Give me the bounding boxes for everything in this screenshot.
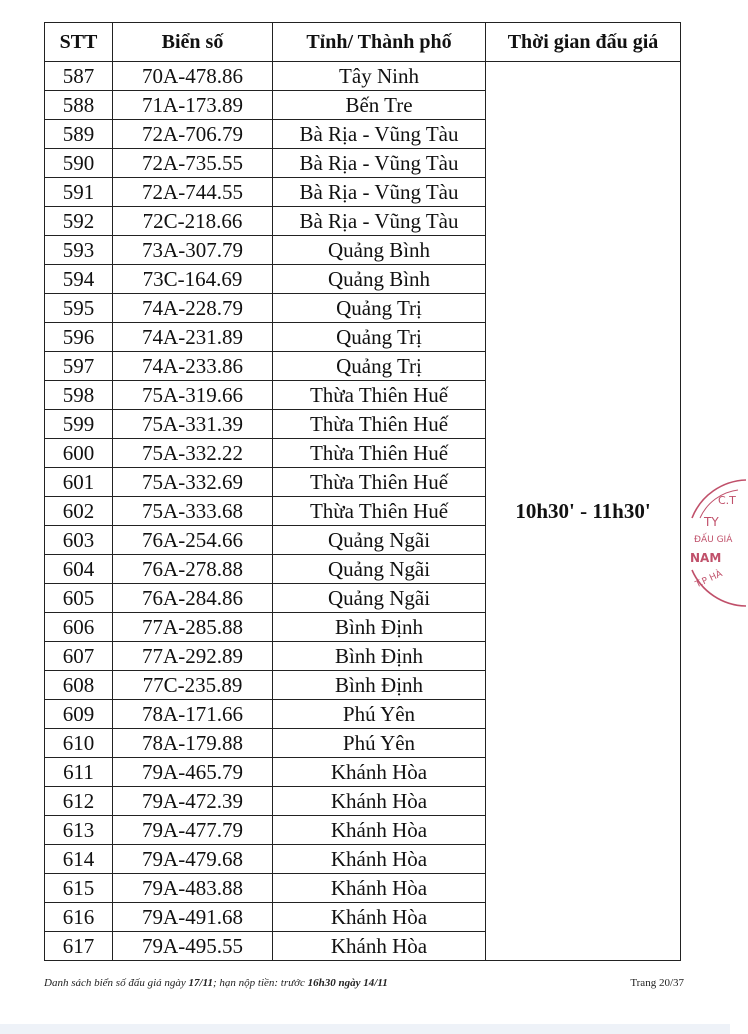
- row-stt: 588: [45, 91, 113, 120]
- row-province: Khánh Hòa: [273, 758, 486, 787]
- row-plate-number: 74A-228.79: [113, 294, 273, 323]
- row-plate-number: 79A-495.55: [113, 932, 273, 961]
- row-province: Khánh Hòa: [273, 787, 486, 816]
- row-plate-number: 77A-292.89: [113, 642, 273, 671]
- row-province: Quảng Trị: [273, 294, 486, 323]
- stamp-text-2: TY: [704, 515, 719, 529]
- row-province: Thừa Thiên Huế: [273, 381, 486, 410]
- row-province: Khánh Hòa: [273, 845, 486, 874]
- row-province: Bình Định: [273, 642, 486, 671]
- row-province: Bà Rịa - Vũng Tàu: [273, 207, 486, 236]
- row-stt: 591: [45, 178, 113, 207]
- row-plate-number: 77A-285.88: [113, 613, 273, 642]
- row-plate-number: 70A-478.86: [113, 62, 273, 91]
- row-stt: 602: [45, 497, 113, 526]
- row-province: Thừa Thiên Huế: [273, 410, 486, 439]
- license-plate-table: [44, 22, 681, 961]
- row-stt: 599: [45, 410, 113, 439]
- row-plate-number: 75A-332.69: [113, 468, 273, 497]
- row-stt: 600: [45, 439, 113, 468]
- row-plate-number: 76A-284.86: [113, 584, 273, 613]
- row-stt: 611: [45, 758, 113, 787]
- row-province: Tây Ninh: [273, 62, 486, 91]
- footer-note: Danh sách biển số đấu giá ngày 17/11; hạn nộp tiền: trước 16h30 ngày 14/11: [44, 977, 388, 989]
- row-plate-number: 78A-179.88: [113, 729, 273, 758]
- auction-time-slot: 10h30' - 11h30': [486, 62, 681, 961]
- row-plate-number: 76A-278.88: [113, 555, 273, 584]
- row-province: Bình Định: [273, 613, 486, 642]
- row-stt: 587: [45, 62, 113, 91]
- stamp-text-5: T.P HÀ: [694, 569, 725, 591]
- header-stt: STT: [45, 23, 113, 62]
- row-stt: 614: [45, 845, 113, 874]
- row-plate-number: 79A-483.88: [113, 874, 273, 903]
- row-stt: 613: [45, 816, 113, 845]
- row-plate-number: 73C-164.69: [113, 265, 273, 294]
- row-province: Khánh Hòa: [273, 903, 486, 932]
- row-province: Phú Yên: [273, 729, 486, 758]
- row-stt: 606: [45, 613, 113, 642]
- row-province: Quảng Trị: [273, 352, 486, 381]
- row-stt: 594: [45, 265, 113, 294]
- row-plate-number: 75A-332.22: [113, 439, 273, 468]
- row-stt: 592: [45, 207, 113, 236]
- row-province: Quảng Bình: [273, 236, 486, 265]
- row-plate-number: 72C-218.66: [113, 207, 273, 236]
- row-plate-number: 74A-233.86: [113, 352, 273, 381]
- row-stt: 609: [45, 700, 113, 729]
- auction-list-sheet: [44, 22, 681, 961]
- table-row: [45, 62, 681, 91]
- row-province: Khánh Hòa: [273, 874, 486, 903]
- row-plate-number: 71A-173.89: [113, 91, 273, 120]
- row-plate-number: 75A-319.66: [113, 381, 273, 410]
- row-province: Quảng Ngãi: [273, 555, 486, 584]
- stamp-text-3: ĐẤU GIÁ: [694, 535, 733, 545]
- stamp-text-4: NAM: [690, 551, 722, 565]
- row-stt: 595: [45, 294, 113, 323]
- row-stt: 601: [45, 468, 113, 497]
- row-province: Bà Rịa - Vũng Tàu: [273, 178, 486, 207]
- row-province: Khánh Hòa: [273, 816, 486, 845]
- row-plate-number: 74A-231.89: [113, 323, 273, 352]
- row-stt: 598: [45, 381, 113, 410]
- row-plate-number: 78A-171.66: [113, 700, 273, 729]
- row-province: Bình Định: [273, 671, 486, 700]
- page-number: Trang 20/37: [630, 977, 684, 989]
- row-plate-number: 79A-479.68: [113, 845, 273, 874]
- row-province: Bà Rịa - Vũng Tàu: [273, 149, 486, 178]
- row-province: Bà Rịa - Vũng Tàu: [273, 120, 486, 149]
- row-stt: 603: [45, 526, 113, 555]
- stamp-text-1: C.T: [718, 494, 736, 507]
- header-province: Tỉnh/ Thành phố: [273, 23, 486, 62]
- row-province: Quảng Bình: [273, 265, 486, 294]
- row-plate-number: 75A-333.68: [113, 497, 273, 526]
- row-province: Bến Tre: [273, 91, 486, 120]
- row-province: Thừa Thiên Huế: [273, 468, 486, 497]
- row-stt: 589: [45, 120, 113, 149]
- row-plate-number: 75A-331.39: [113, 410, 273, 439]
- company-seal-stamp: [688, 478, 748, 608]
- row-province: Thừa Thiên Huế: [273, 439, 486, 468]
- row-plate-number: 79A-472.39: [113, 787, 273, 816]
- row-plate-number: 73A-307.79: [113, 236, 273, 265]
- row-stt: 590: [45, 149, 113, 178]
- row-plate-number: 76A-254.66: [113, 526, 273, 555]
- row-stt: 612: [45, 787, 113, 816]
- row-plate-number: 72A-735.55: [113, 149, 273, 178]
- row-province: Quảng Ngãi: [273, 526, 486, 555]
- row-stt: 593: [45, 236, 113, 265]
- row-stt: 616: [45, 903, 113, 932]
- row-province: Thừa Thiên Huế: [273, 497, 486, 526]
- row-plate-number: 77C-235.89: [113, 671, 273, 700]
- table-body: [45, 62, 681, 961]
- row-stt: 605: [45, 584, 113, 613]
- scan-bottom-edge: [0, 1024, 730, 1034]
- row-province: Phú Yên: [273, 700, 486, 729]
- row-stt: 617: [45, 932, 113, 961]
- row-stt: 610: [45, 729, 113, 758]
- row-stt: 607: [45, 642, 113, 671]
- row-stt: 615: [45, 874, 113, 903]
- row-stt: 608: [45, 671, 113, 700]
- row-plate-number: 79A-491.68: [113, 903, 273, 932]
- row-province: Quảng Ngãi: [273, 584, 486, 613]
- row-plate-number: 72A-744.55: [113, 178, 273, 207]
- row-province: Quảng Trị: [273, 323, 486, 352]
- row-plate-number: 79A-477.79: [113, 816, 273, 845]
- row-stt: 596: [45, 323, 113, 352]
- header-auction-time: Thời gian đấu giá: [486, 23, 681, 62]
- row-plate-number: 79A-465.79: [113, 758, 273, 787]
- row-province: Khánh Hòa: [273, 932, 486, 961]
- row-stt: 604: [45, 555, 113, 584]
- header-plate: Biển số: [113, 23, 273, 62]
- table-header-row: [45, 23, 681, 62]
- row-plate-number: 72A-706.79: [113, 120, 273, 149]
- row-stt: 597: [45, 352, 113, 381]
